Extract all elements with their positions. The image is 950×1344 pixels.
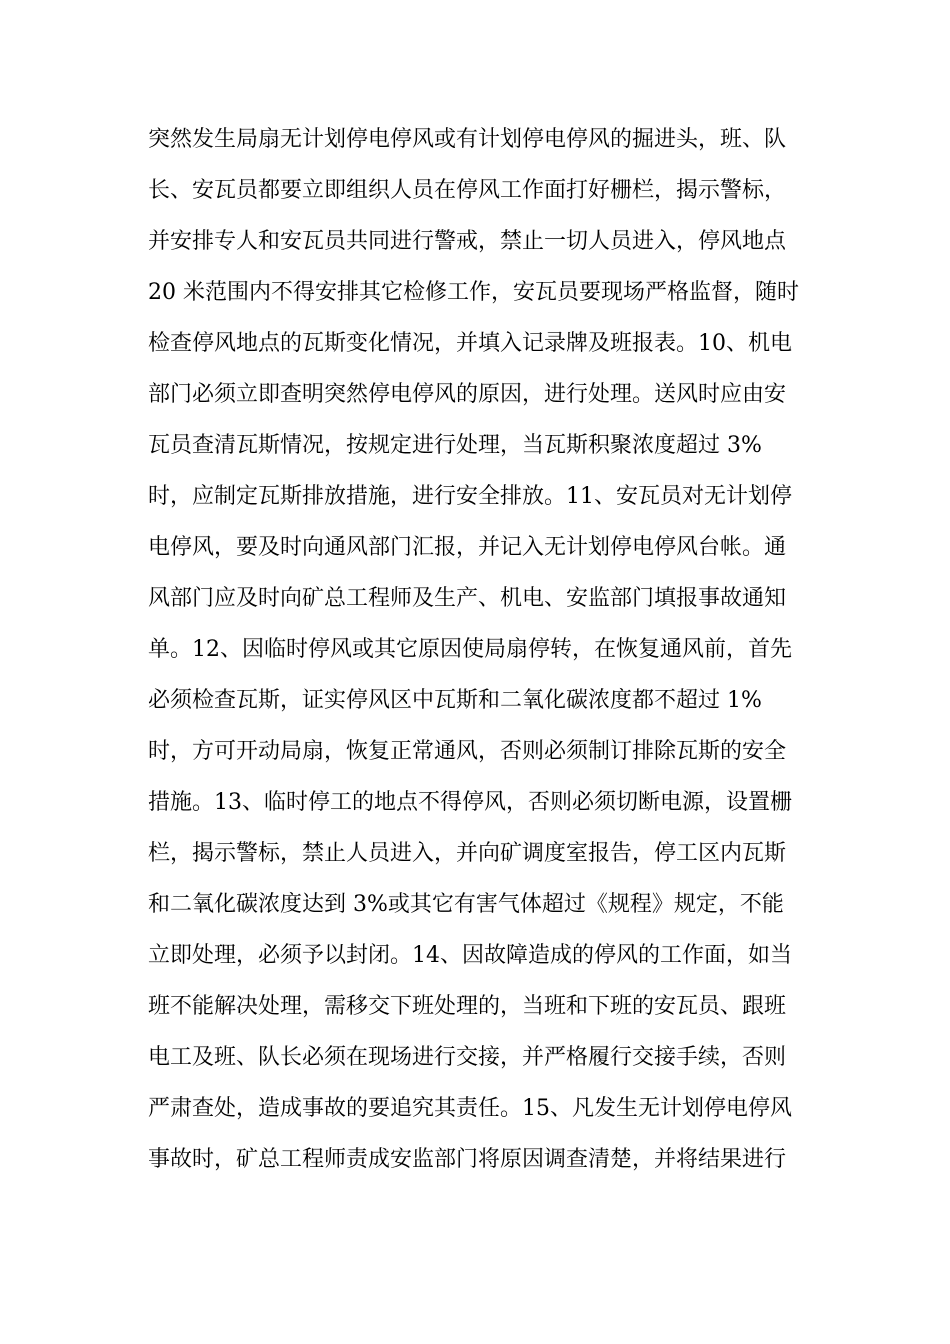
text-line: 20 米范围内不得安排其它检修工作，安瓦员要现场严格监督，随时: [148, 280, 799, 305]
text-line: 部门必须立即查明突然停电停风的原因，进行处理。送风时应由安: [148, 382, 787, 407]
text-line: 立即处理，必须予以封闭。14、因故障造成的停风的工作面，如当: [148, 943, 792, 968]
text-line: 风部门应及时向矿总工程师及生产、机电、安监部门填报事故通知: [148, 586, 787, 611]
text-line: 时，方可开动局扇，恢复正常通风，否则必须制订排除瓦斯的安全: [148, 739, 787, 764]
text-line: 事故时，矿总工程师责成安监部门将原因调查清楚，并将结果进行: [148, 1147, 787, 1172]
text-line: 措施。13、临时停工的地点不得停风，否则必须切断电源，设置栅: [148, 790, 792, 815]
text-line: 必须检查瓦斯，证实停风区中瓦斯和二氧化碳浓度都不超过 1%: [148, 688, 762, 713]
text-line: 和二氧化碳浓度达到 3%或其它有害气体超过《规程》规定，不能: [148, 892, 784, 917]
text-line: 瓦员查清瓦斯情况，按规定进行处理，当瓦斯积聚浓度超过 3%: [148, 433, 762, 458]
text-line: 时，应制定瓦斯排放措施，进行安全排放。11、安瓦员对无计划停: [148, 484, 792, 509]
text-line: 栏，揭示警标，禁止人员进入，并向矿调度室报告，停工区内瓦斯: [148, 841, 787, 866]
text-line: 班不能解决处理，需移交下班处理的，当班和下班的安瓦员、跟班: [148, 994, 787, 1019]
text-line: 并安排专人和安瓦员共同进行警戒，禁止一切人员进入，停风地点: [148, 229, 787, 254]
text-line: 检查停风地点的瓦斯变化情况，并填入记录牌及班报表。10、机电: [148, 331, 792, 356]
text-line: 长、安瓦员都要立即组织人员在停风工作面打好栅栏，揭示警标，: [148, 178, 787, 203]
text-line: 突然发生局扇无计划停电停风或有计划停电停风的掘进头，班、队: [148, 127, 787, 152]
text-line: 电停风，要及时向通风部门汇报，并记入无计划停电停风台帐。通: [148, 535, 787, 560]
body-text: [148, 118, 808, 1189]
text-line: 严肃查处，造成事故的要追究其责任。15、凡发生无计划停电停风: [148, 1096, 792, 1121]
text-line: 电工及班、队长必须在现场进行交接，并严格履行交接手续，否则: [148, 1045, 787, 1070]
text-line: 单。12、因临时停风或其它原因使局扇停转，在恢复通风前，首先: [148, 637, 792, 662]
